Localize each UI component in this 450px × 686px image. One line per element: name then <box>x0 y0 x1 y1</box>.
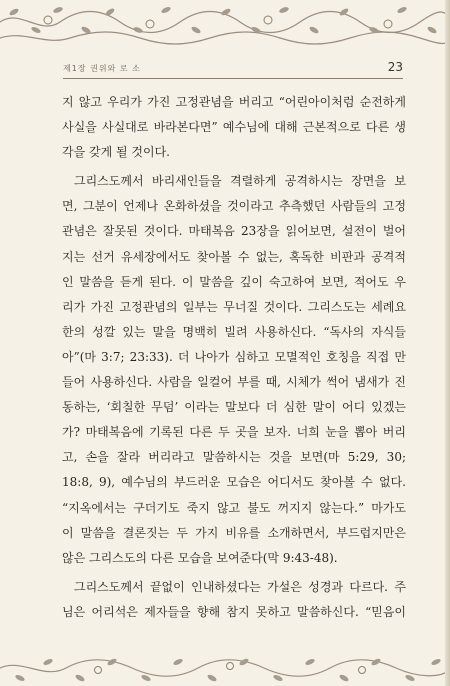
text-line: 리가 가진 고정관념의 일부는 무너질 것이다. 그리스도는 세례요 <box>62 299 406 314</box>
text-line: 동하는, ‘회칠한 무덤’ 이라는 말보다 더 심한 말이 어디 있겠는 <box>62 400 406 415</box>
page-number: 23 <box>387 60 403 74</box>
running-header <box>63 62 403 79</box>
text-line: 관념은 잘못된 것이다. 마태복음 23장을 읽어보면, 설전이 벌어 <box>62 224 406 239</box>
text-line: 각을 갖게 될 것이다. <box>62 145 170 160</box>
text-line: 고, 손을 잘라 버리라고 말씀하시는 것을 보면(마 5:29, 30; <box>62 450 406 465</box>
text-line: 이 말씀을 결론짓는 두 가지 비유를 소개하면서, 부드럽지만은 <box>62 525 406 540</box>
paragraph <box>62 575 406 625</box>
text-line: 지 않고 우리가 가진 고정관념을 버리고 “어린아이처럼 순전하게 <box>62 95 406 109</box>
chapter-running-head: 제1장 권위와 로 소 <box>63 64 141 73</box>
text-line: 않은 그리스도의 다른 모습을 보여준다(막 9:43-48). <box>62 550 338 565</box>
floral-border-bottom-icon <box>0 654 450 686</box>
floral-border-top-icon <box>0 0 450 50</box>
text-line: “지옥에서는 구더기도 죽지 않고 불도 꺼지지 않는다.” 마가도 <box>62 500 406 515</box>
text-line: 가? 마태복음에 기록된 다른 두 곳을 보자. 너희 눈을 뽑아 버리 <box>62 425 406 440</box>
text-line: 지는 선거 유세장에서도 찾아볼 수 없는, 혹독한 비판과 공격적 <box>62 249 406 264</box>
text-line: 님은 어리석은 제자들을 향해 참지 못하고 말씀하신다. “믿음이 <box>62 604 406 619</box>
text-line: 인 말씀을 듣게 된다. 이 말씀을 깊이 숙고하여 보면, 적어도 우 <box>62 274 406 289</box>
text-line: 사실을 사실대로 바라본다면” 예수님에 대해 근본적으로 다른 생 <box>62 120 406 135</box>
body-text <box>62 90 406 625</box>
text-line: 면, 그분이 언제나 온화하셨을 것이라고 추측했던 사람들의 고정 <box>62 199 406 214</box>
text-line: 그리스도께서 끝없이 인내하셨다는 가설은 성경과 다르다. 주 <box>74 579 406 594</box>
text-line: 한의 성깔 있는 말을 명백히 빌려 사용하신다. “독사의 자식들 <box>62 324 406 339</box>
text-line: 들어 사용하신다. 사람을 일컬어 부를 때, 시체가 썩어 냄새가 진 <box>62 375 406 390</box>
text-line: 아”(마 3:7; 23:33). 더 나아가 심하고 모멸적인 호칭을 직접 만 <box>62 349 406 364</box>
paragraph <box>62 169 406 571</box>
text-line: 그리스도께서 바리새인들을 격렬하게 공격하시는 장면을 보 <box>74 174 406 189</box>
paragraph <box>62 90 406 165</box>
text-line: 18:8, 9), 예수님의 부드러운 모습은 어디서도 찾아볼 수 없다. <box>62 475 406 490</box>
page-edge <box>445 0 450 686</box>
